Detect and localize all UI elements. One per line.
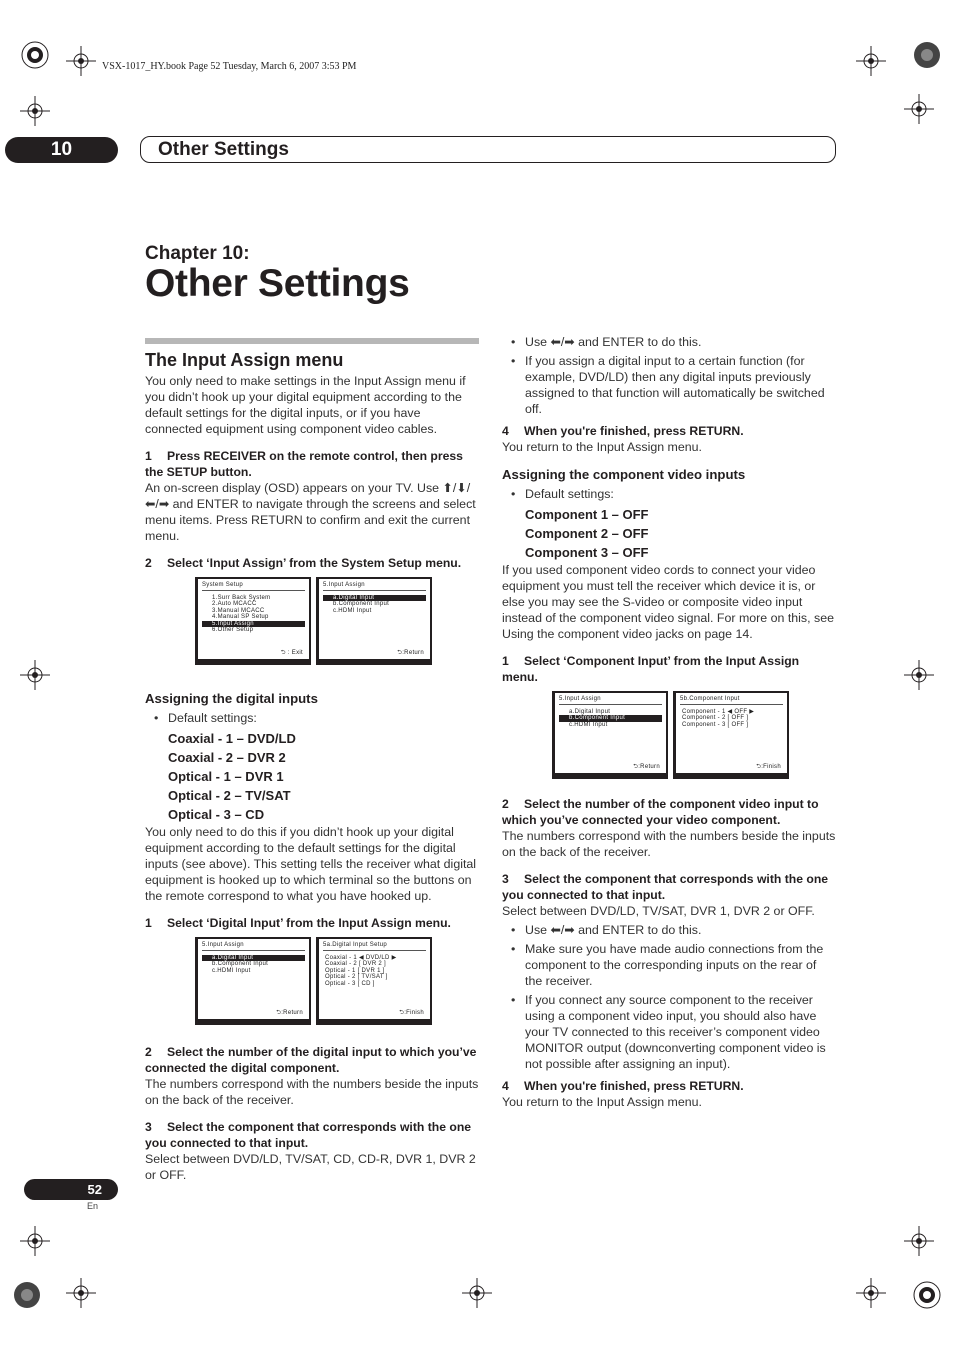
osd-screens-3 — [502, 685, 836, 785]
crosshair-icon — [20, 660, 50, 690]
digital-step-4-heading: 4 When you're finished, press RETURN. — [502, 424, 744, 438]
registration-mark-icon — [912, 40, 942, 70]
crosshair-icon — [20, 96, 50, 126]
page-title: Other Settings — [145, 262, 410, 305]
header-title: Other Settings — [158, 139, 289, 160]
step-1-heading: 1 Press RECEIVER on the remote control, then press the SETUP button. — [145, 449, 463, 479]
osd-screens-2 — [145, 931, 479, 1033]
registration-mark-icon — [912, 1280, 942, 1310]
section-title: The Input Assign menu — [145, 350, 344, 370]
page-number: 52 — [24, 1179, 118, 1200]
component-heading: Assigning the component video inputs — [502, 467, 746, 482]
digital-step-1-heading: 1 Select ‘Digital Input’ from the Input Assign menu. — [145, 916, 451, 930]
osd-system-setup: System Setup 1.Surr Back System 2.Auto MCACC 3.Manual MCACC 4.Manual SP Setup 5.Input Assign 6.Other Setup ⮌ : Exit — [195, 577, 311, 665]
osd-input-assign: 5.Input Assign a.Digital Input b.Component Input c.HDMI Input ⮌:Return — [195, 937, 311, 1025]
crosshair-icon — [904, 94, 934, 124]
component-bullet: • Make sure you have made audio connections from the component to the corresponding inputs on the rear of the receiver. — [502, 941, 836, 989]
intro-text: You only need to make settings in the Input Assign menu if you didn’t hook up your digital equipment according to the default settings for the digital inputs, or if you have connected equipment using component video cables. — [145, 374, 466, 436]
crosshair-icon — [462, 1278, 492, 1308]
registration-mark-icon — [20, 40, 50, 70]
crosshair-icon — [20, 1226, 50, 1256]
crosshair-icon — [66, 46, 96, 76]
component-step-2-heading: 2 Select the number of the component video input to which you’ve connected your video component. — [502, 797, 819, 827]
osd-digital-input-setup: 5a.Digital Input Setup Coaxial - 1 ◀ DVD/LD ▶ Coaxial - 2 [ DVR 2 ] Optical - 1 [ DVR 1 ] Optical - 2 [ TV/SAT ] Optical - 3 [ CD ] ⮌:Finish — [316, 937, 432, 1025]
crosshair-icon — [856, 1278, 886, 1308]
component-default-label: • Default settings: — [502, 486, 836, 502]
component-bullet: • Use ⬅/➡ and ENTER to do this. — [502, 922, 836, 938]
digital-bullet: • Use ⬅/➡ and ENTER to do this. — [502, 334, 836, 350]
crosshair-icon — [856, 46, 886, 76]
component-step-4-heading: 4 When you're finished, press RETURN. — [502, 1079, 744, 1093]
component-step-3-body: Select between DVD/LD, TV/SAT, DVR 1, DVR 2 or OFF. — [502, 904, 815, 918]
left-column — [145, 350, 479, 1183]
digital-step-2-heading: 2 Select the number of the digital input to which you’ve connected the digital component. — [145, 1045, 477, 1075]
crosshair-icon — [904, 660, 934, 690]
osd-input-assign: 5.Input Assign a.Digital Input b.Component Input c.HDMI Input ⮌:Return — [552, 691, 668, 779]
chapter-tab-number: 10 — [5, 137, 118, 163]
registration-mark-icon — [12, 1280, 42, 1310]
component-defaults: Component 1 – OFF Component 2 – OFF Component 3 – OFF — [525, 507, 649, 560]
component-body: If you used component video cords to connect your video equipment you must tell the receiver which device it is, or else you may see the S-video or composite video input instead of the component video signal. For more on this, see Using the component video jacks on page 14. — [502, 563, 834, 641]
digital-step-2-body: The numbers correspond with the numbers beside the inputs on the back of the receiver. — [145, 1077, 479, 1107]
digital-step-3-heading: 3 Select the component that corresponds with the one you connected to that input. — [145, 1120, 472, 1150]
digital-body: You only need to do this if you didn’t hook up your digital equipment according to the default settings for the digital inputs (see above). This setting tells the receiver what digital equipment is hooked up to which terminal so the buttons on the remote correspond to what you have hooked up. — [145, 825, 477, 903]
digital-step-3-body: Select between DVD/LD, TV/SAT, CD, CD-R, DVR 1, DVR 2 or OFF. — [145, 1152, 476, 1182]
component-step-3-heading: 3 Select the component that corresponds with the one you connected to that input. — [502, 872, 829, 902]
right-column — [502, 331, 836, 1110]
component-step-2-body: The numbers correspond with the numbers beside the inputs on the back of the receiver. — [502, 829, 836, 859]
component-step-4-body: You return to the Input Assign menu. — [502, 1095, 702, 1109]
section-rule — [145, 338, 479, 344]
osd-component-input: 5b.Component Input Component - 1 ◀ OFF ▶ Component - 2 [ OFF ] Component - 3 [ OFF ] ⮌:Finish — [673, 691, 789, 779]
digital-heading: Assigning the digital inputs — [145, 691, 318, 706]
crosshair-icon — [66, 1278, 96, 1308]
page-language: En — [87, 1201, 99, 1211]
component-step-1-heading: 1 Select ‘Component Input’ from the Input Assign menu. — [502, 654, 800, 684]
digital-default-label: • Default settings: — [145, 710, 479, 726]
digital-bullet: • If you assign a digital input to a certain function (for example, DVD/LD) then any digital inputs previously assigned to that function will automatically be switched off. — [502, 353, 836, 417]
step-2-heading: 2 Select ‘Input Assign’ from the System Setup menu. — [145, 556, 462, 570]
digital-defaults: Coaxial - 1 – DVD/LD Coaxial - 2 – DVR 2 Optical - 1 – DVR 1 Optical - 2 – TV/SAT Optical - 3 – CD — [168, 731, 296, 822]
step-1-body: An on-screen display (OSD) appears on your TV. Use ⬆/⬇/⬅/➡ and ENTER to navigate through the screens and select menu items. Press RETURN to confirm and exit the current menu. — [145, 481, 476, 543]
print-info-line: VSX-1017_HY.book Page 52 Tuesday, March 6, 2007 3:53 PM — [102, 61, 357, 72]
crosshair-icon — [904, 1226, 934, 1256]
osd-screens-1 — [145, 571, 479, 679]
digital-step-4-body: You return to the Input Assign menu. — [502, 440, 702, 454]
component-bullet: • If you connect any source component to the receiver using a component video input, you should also have your TV connected to this receiver’s component video MONITOR output (downconverting component video is not possible after assigning an input). — [502, 992, 836, 1072]
chapter-label: Chapter 10: — [145, 243, 250, 264]
osd-input-assign: 5.Input Assign a.Digital Input b.Component Input c.HDMI Input ⮌:Return — [316, 577, 432, 665]
